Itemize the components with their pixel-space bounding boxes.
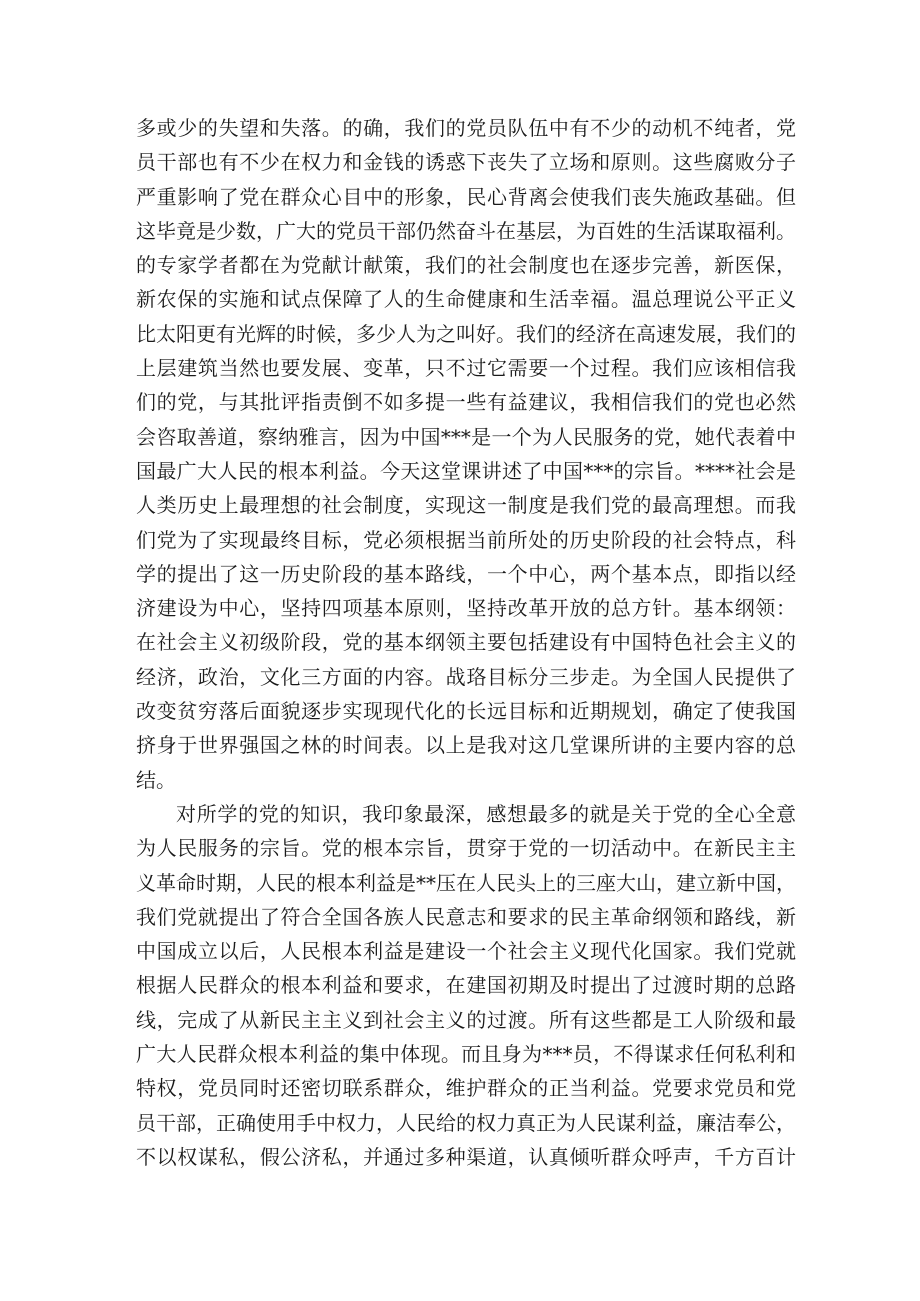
text-line: 我们党就提出了符合全国各族人民意志和要求的民主革命纲领和路线，新 <box>136 904 796 929</box>
text-line: 结。 <box>136 767 176 792</box>
text-line: 经济，政治，文化三方面的内容。战珞目标分三步走。为全国人民提供了 <box>136 664 796 689</box>
text-line: 员干部也有不少在权力和金钱的诱惑下丧失了立场和原则。这些腐败分子 <box>136 150 796 175</box>
paragraph-2 <box>136 797 796 1174</box>
text-line: 在社会主义初级阶段，党的基本纲领主要包括建设有中国特色社会主义的 <box>136 630 796 655</box>
text-line: 广大人民群众根本利益的集中体现。而且身为***员，不得谋求任何私利和 <box>136 1042 796 1067</box>
text-line: 员干部，正确使用手中权力，人民给的权力真正为人民谋利益，廉洁奉公， <box>136 1110 796 1135</box>
paragraph-1 <box>136 111 796 797</box>
text-line: 多或少的失望和失落。的确，我们的党员队伍中有不少的动机不纯者，党 <box>136 116 796 140</box>
text-line: 上层建筑当然也要发展、变革，只不过它需要一个过程。我们应该相信我 <box>136 356 796 381</box>
text-line: 严重影响了党在群众心目中的形象，民心背离会使我们丧失施政基础。但 <box>136 184 796 209</box>
text-line: 对所学的党的知识，我印象最深，感想最多的就是关于党的全心全意 <box>176 801 796 826</box>
text-line: 改变贫穷落后面貌逐步实现现代化的长远目标和近期规划，确定了使我国 <box>136 699 796 724</box>
text-line: 们党为了实现最终目标，党必须根据当前所处的历史阶段的社会特点，科 <box>136 527 796 552</box>
text-line: 新农保的实施和试点保障了人的生命健康和生活幸福。温总理说公平正义 <box>136 287 796 312</box>
text-line: 比太阳更有光辉的时候，多少人为之叫好。我们的经济在高速发展，我们的 <box>136 321 796 346</box>
text-line: 人类历史上最理想的社会制度，实现这一制度是我们党的最高理想。而我 <box>136 493 796 518</box>
text-line: 的专家学者都在为党献计献策，我们的社会制度也在逐步完善，新医保， <box>136 253 796 278</box>
document-body <box>136 111 796 1174</box>
text-line: 特权，党员同时还密切联系群众，维护群众的正当利益。党要求党员和党 <box>136 1076 796 1101</box>
text-line: 不以权谋私，假公济私，并通过多种渠道，认真倾听群众呼声，千方百计 <box>136 1144 796 1169</box>
text-line: 济建设为中心，坚持四项基本原则，坚持改革开放的总方针。基本纲领： <box>136 596 796 621</box>
text-line: 这毕竟是少数，广大的党员干部仍然奋斗在基层，为百姓的生活谋取福利。 <box>136 218 796 243</box>
text-line: 中国成立以后，人民根本利益是建设一个社会主义现代化国家。我们党就 <box>136 939 796 964</box>
text-line: 们的党，与其批评指责倒不如多提一些有益建议，我相信我们的党也必然 <box>136 390 796 415</box>
text-line: 为人民服务的宗旨。党的根本宗旨，贯穿于党的一切活动中。在新民主主 <box>136 836 796 861</box>
text-line: 会咨取善道，察纳雅言，因为中国***是一个为人民服务的党，她代表着中 <box>136 424 796 449</box>
text-line: 挤身于世界强国之林的时间表。以上是我对这几堂课所讲的主要内容的总 <box>136 733 796 758</box>
text-line: 学的提出了这一历史阶段的基本路线，一个中心，两个基本点，即指以经 <box>136 561 796 586</box>
text-line: 国最广大人民的根本利益。今天这堂课讲述了中国***的宗旨。****社会是 <box>136 458 796 483</box>
text-line: 义革命时期，人民的根本利益是**压在人民头上的三座大山，建立新中国， <box>136 870 796 895</box>
text-line: 线，完成了从新民主主义到社会主义的过渡。所有这些都是工人阶级和最 <box>136 1007 796 1032</box>
text-line: 根据人民群众的根本利益和要求，在建国初期及时提出了过渡时期的总路 <box>136 973 796 998</box>
